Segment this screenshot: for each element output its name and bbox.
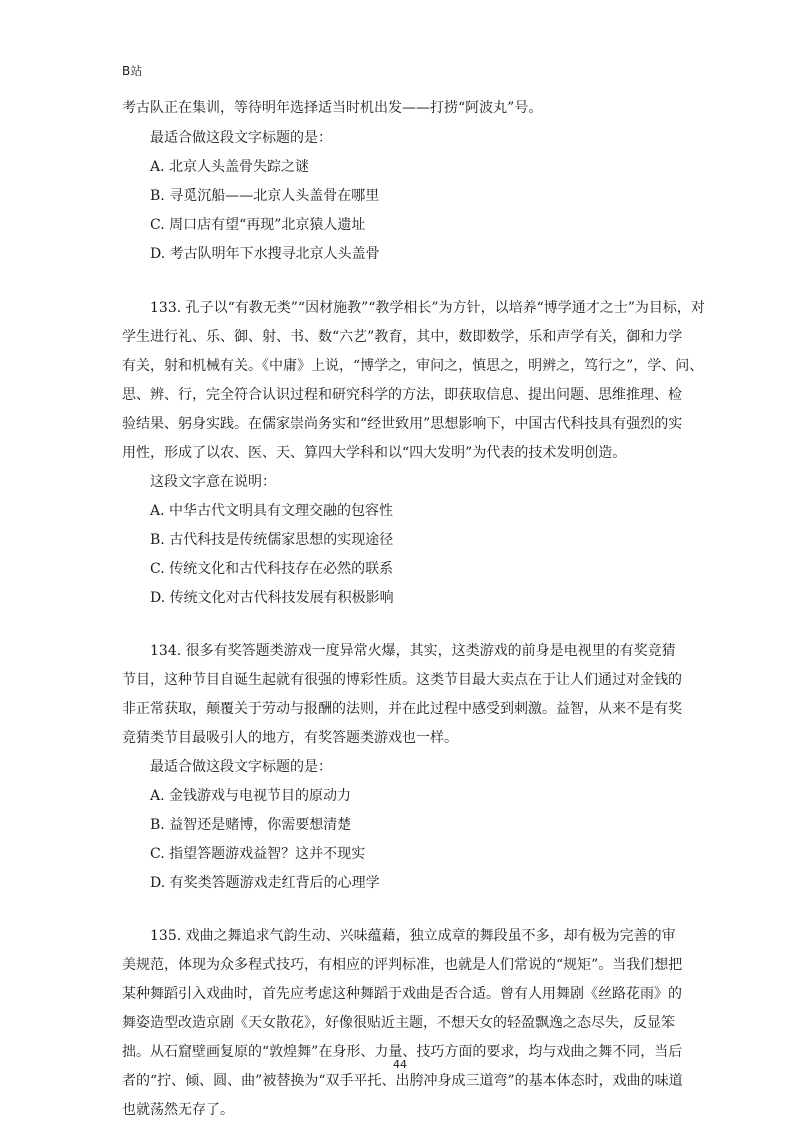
q132-option-b: B. 寻觅沉船——北京人头盖骨在哪里 xyxy=(150,188,380,204)
q135-line: 也就荡然无存了。 xyxy=(122,1102,234,1118)
q133-option-c: C. 传统文化和古代科技存在必然的联系 xyxy=(150,561,394,577)
q134-option-d: D. 有奖类答题游戏走红背后的心理学 xyxy=(150,875,380,891)
q133-option-d: D. 传统文化对古代科技发展有积极影响 xyxy=(150,590,394,606)
q133-line: 用性，形成了以农、医、天、算四大学科和以“四大发明”为代表的技术发明创造。 xyxy=(122,445,627,461)
q133-line: 有关，射和机械有关。《中庸》上说，“博学之，审问之，慎思之，明辨之，笃行之”，学、问、 xyxy=(122,358,704,374)
q132-option-a: A. 北京人头盖骨失踪之谜 xyxy=(150,159,310,175)
q135-line: 美规范，体现为众多程式技巧，有相应的评判标准，也就是人们常说的“规矩”。当我们想把 xyxy=(122,957,683,973)
q132-tail-line: 考古队正在集训，等待明年选择适当时机出发——打捞“阿波丸”号。 xyxy=(122,100,543,116)
q133-prompt: 这段文字意在说明： xyxy=(150,474,276,490)
q134-line: 134. 很多有奖答题类游戏一度异常火爆，其实，这类游戏的前身是电视里的有奖竞猜 xyxy=(150,643,676,659)
q133-line: 133. 孔子以“有教无类”“因材施教”“教学相长”为方针，以培养“博学通才之士”为目标，对 xyxy=(150,300,705,316)
q133-option-b: B. 古代科技是传统儒家思想的实现途径 xyxy=(150,532,394,548)
q133-line: 学生进行礼、乐、御、射、书、数“六艺”教育，其中，数即数学，乐和声学有关，御和力学 xyxy=(122,329,683,345)
q134-line: 节目，这种节目自诞生起就有很强的博彩性质。这类节目最大卖点在于让人们通过对金钱的 xyxy=(122,672,682,688)
q132-prompt: 最适合做这段文字标题的是： xyxy=(150,130,332,146)
q134-prompt: 最适合做这段文字标题的是： xyxy=(150,759,332,775)
q135-line: 拙。从石窟壁画复原的“敦煌舞”在身形、力量、技巧方面的要求，均与戏曲之舞不同，当后 xyxy=(122,1044,683,1060)
q133-line: 验结果、躬身实践。在儒家崇尚务实和“经世致用”思想影响下，中国古代科技具有强烈的实 xyxy=(122,416,683,432)
q132-option-d: D. 考古队明年下水搜寻北京人头盖骨 xyxy=(150,246,380,262)
q135-line: 者的“拧、倾、圆、曲”被替换为“双手平托、出胯冲身成三道弯”的基本体态时，戏曲的味道 xyxy=(122,1073,683,1089)
q135-line: 135. 戏曲之舞追求气韵生动、兴味蕴藉，独立成章的舞段虽不多，却有极为完善的审 xyxy=(150,928,676,944)
q135-line: 舞姿造型改造京剧《天女散花》，好像很贴近主题，不想天女的轻盈飘逸之态尽失，反显笨 xyxy=(122,1015,675,1031)
q134-option-a: A. 金钱游戏与电视节目的原动力 xyxy=(150,788,352,804)
q134-line: 竞猜类节目最吸引人的地方，有奖答题类游戏也一样。 xyxy=(122,730,458,746)
page-header: B站 xyxy=(122,64,143,78)
q132-option-c: C. 周口店有望“再现”北京猿人遗址 xyxy=(150,217,366,233)
q134-line: 非正常获取，颠覆关于劳动与报酬的法则，并在此过程中感受到刺激。益智，从来不是有奖 xyxy=(122,701,682,717)
q133-option-a: A. 中华古代文明具有文理交融的包容性 xyxy=(150,503,394,519)
page-number: 44 xyxy=(393,1058,407,1071)
q134-option-b: B. 益智还是赌博，你需要想清楚 xyxy=(150,817,352,833)
q133-line: 思、辨、行，完全符合认识过程和研究科学的方法，即获取信息、提出问题、思维推理、检 xyxy=(122,387,682,403)
q135-line: 某种舞蹈引入戏曲时，首先应考虑这种舞蹈于戏曲是否合适。曾有人用舞剧《丝路花雨》的 xyxy=(122,986,682,1002)
q134-option-c: C. 指望答题游戏益智？这并不现实 xyxy=(150,846,366,862)
